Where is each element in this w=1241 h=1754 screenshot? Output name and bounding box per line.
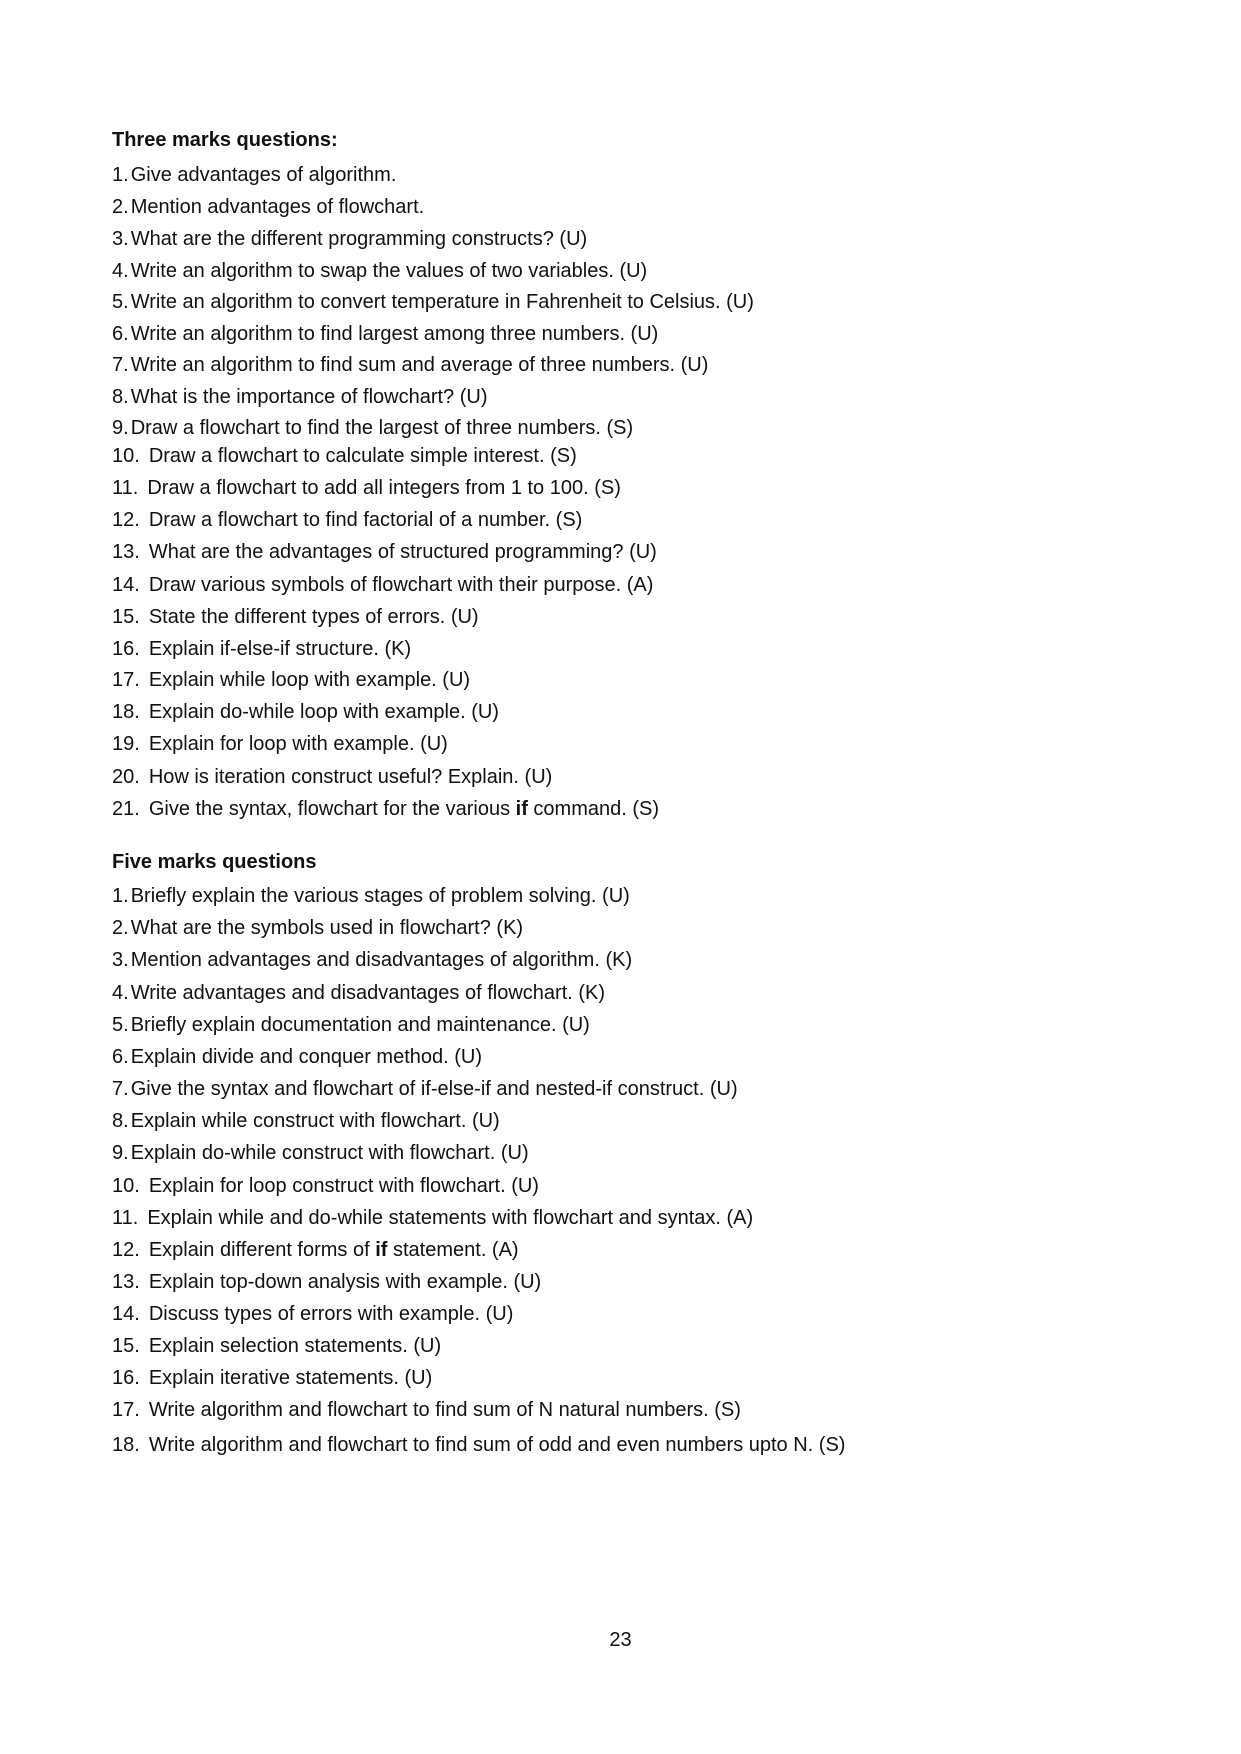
item-text: Explain divide and conquer method. (U) — [130, 1046, 482, 1068]
three-marks-heading: Three marks questions: — [112, 129, 338, 151]
item-number: 3. — [112, 949, 129, 971]
list-item — [112, 1334, 441, 1358]
item-number: 5. — [112, 291, 129, 313]
list-item — [112, 1077, 738, 1101]
item-text: Draw various symbols of flowchart with their purpose. (A) — [148, 574, 654, 596]
item-text: Write algorithm and flowchart to find sum of odd and even numbers upto N. (S) — [148, 1434, 846, 1456]
item-number: 3. — [112, 228, 129, 250]
page-number: 23 — [609, 1629, 632, 1651]
list-item — [112, 1433, 845, 1457]
list-item — [112, 1141, 529, 1165]
item-number: 18. — [112, 1434, 140, 1456]
item-number: 12. — [112, 1239, 140, 1261]
item-number: 20. — [112, 766, 140, 788]
list-item — [112, 637, 411, 661]
list-item — [112, 195, 424, 219]
item-number: 17. — [112, 669, 140, 691]
item-keyword: if — [375, 1239, 388, 1261]
list-item — [112, 385, 487, 409]
list-item — [112, 1270, 541, 1294]
item-text: Write an algorithm to convert temperature in Fahrenheit to Celsius. (U) — [130, 291, 754, 313]
item-number: 4. — [112, 982, 129, 1004]
item-number: 13. — [112, 541, 140, 563]
item-text: What are the advantages of structured programming? (U) — [148, 541, 657, 563]
item-text: Give the syntax and flowchart of if-else-if and nested-if construct. (U) — [130, 1078, 738, 1100]
list-item — [112, 290, 754, 314]
list-item — [112, 1109, 500, 1133]
item-text: Discuss types of errors with example. (U) — [148, 1303, 514, 1325]
item-number: 15. — [112, 606, 140, 628]
item-text: Write an algorithm to find sum and average of three numbers. (U) — [130, 354, 709, 376]
item-text: Write algorithm and flowchart to find sum of N natural numbers. (S) — [148, 1399, 741, 1421]
list-item — [112, 322, 658, 346]
item-text: Explain iterative statements. (U) — [148, 1367, 433, 1389]
item-number: 15. — [112, 1335, 140, 1357]
item-text: Explain top-down analysis with example. (U) — [148, 1271, 542, 1293]
item-text: Explain for loop construct with flowchart. (U) — [148, 1175, 539, 1197]
item-text: Briefly explain documentation and maintenance. (U) — [130, 1014, 590, 1036]
list-item — [112, 1398, 741, 1422]
list-item — [112, 981, 605, 1005]
list-item — [112, 416, 633, 440]
item-text: Explain do-while construct with flowchart. (U) — [130, 1142, 529, 1164]
item-text: Draw a flowchart to find the largest of three numbers. (S) — [130, 417, 634, 439]
item-number: 5. — [112, 1014, 129, 1036]
item-number: 10. — [112, 445, 140, 467]
item-text: Explain for loop with example. (U) — [148, 733, 448, 755]
item-number: 2. — [112, 196, 129, 218]
item-text: Mention advantages and disadvantages of algorithm. (K) — [130, 949, 633, 971]
list-item — [112, 1174, 539, 1198]
item-text: Explain selection statements. (U) — [148, 1335, 442, 1357]
item-text: Draw a flowchart to find factorial of a number. (S) — [148, 509, 583, 531]
list-item — [112, 444, 577, 468]
item-number: 1. — [112, 885, 129, 907]
item-number: 6. — [112, 1046, 129, 1068]
list-item — [112, 605, 479, 629]
item-number: 19. — [112, 733, 140, 755]
list-item — [112, 1302, 513, 1326]
list-item — [112, 1013, 590, 1037]
five-marks-heading: Five marks questions — [112, 851, 317, 873]
item-number: 10. — [112, 1175, 140, 1197]
item-text: Mention advantages of flowchart. — [130, 196, 425, 218]
item-number: 18. — [112, 701, 140, 723]
item-number: 9. — [112, 1142, 129, 1164]
list-item — [112, 668, 470, 692]
item-keyword: if — [515, 798, 528, 820]
item-number: 6. — [112, 323, 129, 345]
list-item — [112, 700, 499, 724]
item-number: 17. — [112, 1399, 140, 1421]
item-number: 16. — [112, 1367, 140, 1389]
item-text: Explain while loop with example. (U) — [148, 669, 471, 691]
list-item — [112, 540, 657, 564]
item-text: Write an algorithm to swap the values of two variables. (U) — [130, 260, 648, 282]
item-text: Give advantages of algorithm. — [130, 164, 397, 186]
item-number: 4. — [112, 260, 129, 282]
item-text: State the different types of errors. (U) — [148, 606, 479, 628]
list-item — [112, 1045, 482, 1069]
list-item — [112, 1206, 753, 1230]
item-text-after: statement. (A) — [387, 1239, 519, 1261]
list-item — [112, 765, 552, 789]
item-number: 16. — [112, 638, 140, 660]
item-text: Write advantages and disadvantages of flowchart. (K) — [130, 982, 606, 1004]
list-item — [112, 353, 708, 377]
item-number: 8. — [112, 1110, 129, 1132]
list-item — [112, 732, 448, 756]
item-text: Explain while construct with flowchart. (U) — [130, 1110, 500, 1132]
item-text: How is iteration construct useful? Explain. (U) — [148, 766, 553, 788]
item-number: 2. — [112, 917, 129, 939]
item-number: 21. — [112, 798, 140, 820]
item-number: 12. — [112, 509, 140, 531]
item-text: What is the importance of flowchart? (U) — [130, 386, 488, 408]
list-item — [112, 476, 621, 500]
list-item — [112, 1238, 519, 1262]
item-text: What are the different programming constructs? (U) — [130, 228, 588, 250]
list-item — [112, 1366, 432, 1390]
list-item — [112, 948, 632, 972]
item-text: Briefly explain the various stages of problem solving. (U) — [130, 885, 630, 907]
item-text: Give the syntax, flowchart for the various — [148, 798, 516, 820]
list-item — [112, 508, 582, 532]
list-item — [112, 884, 630, 908]
item-text: Explain do-while loop with example. (U) — [148, 701, 499, 723]
item-text: Explain while and do-while statements with flowchart and syntax. (A) — [147, 1207, 754, 1229]
item-number: 8. — [112, 386, 129, 408]
item-number: 1. — [112, 164, 129, 186]
item-text: What are the symbols used in flowchart? (K) — [130, 917, 524, 939]
item-number: 7. — [112, 354, 129, 376]
item-number: 11. — [112, 477, 139, 499]
list-item — [112, 227, 587, 251]
item-number: 14. — [112, 1303, 140, 1325]
item-number: 11. — [112, 1207, 139, 1229]
list-item — [112, 573, 653, 597]
item-number: 9. — [112, 417, 129, 439]
list-item — [112, 916, 523, 940]
item-text: Draw a flowchart to calculate simple interest. (S) — [148, 445, 577, 467]
item-text-after: command. (S) — [527, 798, 660, 820]
item-number: 14. — [112, 574, 140, 596]
list-item — [112, 259, 647, 283]
item-text: Draw a flowchart to add all integers from 1 to 100. (S) — [147, 477, 621, 499]
list-item — [112, 163, 396, 187]
item-text: Write an algorithm to find largest among three numbers. (U) — [130, 323, 659, 345]
item-number: 13. — [112, 1271, 140, 1293]
list-item — [112, 797, 659, 821]
item-text: Explain different forms of — [148, 1239, 376, 1261]
item-number: 7. — [112, 1078, 129, 1100]
item-text: Explain if-else-if structure. (K) — [148, 638, 412, 660]
